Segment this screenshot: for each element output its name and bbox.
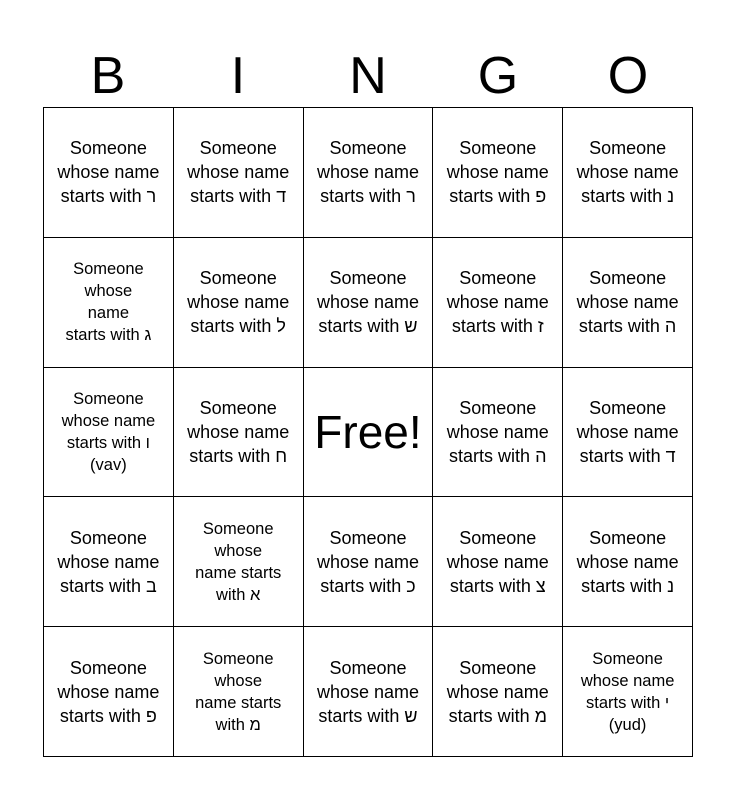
bingo-cell[interactable] <box>433 627 563 757</box>
bingo-cell[interactable] <box>44 367 174 497</box>
bingo-cell[interactable] <box>563 237 693 367</box>
bingo-cell[interactable] <box>173 627 303 757</box>
cell-text: Someone whose name starts with ר <box>316 138 420 207</box>
cell-text: Someone whose name starts with י (yud) <box>580 649 675 734</box>
bingo-cell[interactable] <box>563 627 693 757</box>
free-space-cell[interactable] <box>303 367 433 497</box>
bingo-cell[interactable] <box>44 627 174 757</box>
header-letter-g: G <box>477 47 519 105</box>
cell-text: Someone whose name starts with ה <box>576 268 679 337</box>
board-row-4 <box>44 497 693 627</box>
bingo-board <box>43 107 693 757</box>
bingo-cell[interactable] <box>303 497 433 627</box>
cell-text: Someone whose name starts with מ <box>195 649 282 734</box>
board-row-5 <box>44 627 693 757</box>
header-letter-o: O <box>607 47 649 105</box>
free-space-label: Free! <box>314 405 422 458</box>
cell-text: Someone whose name starts with פ <box>57 657 160 726</box>
bingo-cell[interactable] <box>563 497 693 627</box>
cell-text: Someone whose name starts with כ <box>316 527 420 596</box>
bingo-cell[interactable] <box>44 237 174 367</box>
bingo-cell[interactable] <box>173 497 303 627</box>
board-row-2 <box>44 237 693 367</box>
cell-text: Someone whose name starts with צ <box>446 527 549 596</box>
cell-text: Someone whose name starts with מ <box>446 657 549 726</box>
cell-text: Someone whose name starts with נ <box>576 138 679 207</box>
header-letter-i: I <box>230 47 246 105</box>
bingo-cell[interactable] <box>173 108 303 238</box>
board-row-3 <box>44 367 693 497</box>
cell-text: Someone whose name starts with נ <box>576 527 679 596</box>
bingo-cell[interactable] <box>303 237 433 367</box>
bingo-cell[interactable] <box>563 108 693 238</box>
cell-text: Someone whose name starts with ש <box>316 657 420 726</box>
cell-text: Someone whose name starts with א <box>195 519 282 604</box>
cell-text: Someone whose name starts with ח <box>187 397 290 466</box>
board-row-1 <box>44 108 693 238</box>
cell-text: Someone whose name starts with ג <box>65 260 152 345</box>
bingo-cell[interactable] <box>303 108 433 238</box>
bingo-cell[interactable] <box>433 108 563 238</box>
header-letter-n: N <box>349 47 387 105</box>
cell-text: Someone whose name starts with פ <box>446 138 549 207</box>
cell-text: Someone whose name starts with ד <box>576 397 679 466</box>
bingo-header <box>43 44 693 108</box>
cell-text: Someone whose name starts with ל <box>187 268 290 337</box>
bingo-cell[interactable] <box>173 237 303 367</box>
bingo-cell[interactable] <box>433 367 563 497</box>
cell-text: Someone whose name starts with ד <box>187 138 290 207</box>
cell-text: Someone whose name starts with ז <box>446 268 549 337</box>
bingo-cell[interactable] <box>433 237 563 367</box>
cell-text: Someone whose name starts with ר <box>57 138 160 207</box>
cell-text: Someone whose name starts with ב <box>57 527 160 596</box>
header-letter-b: B <box>90 47 126 105</box>
cell-text: Someone whose name starts with ו (vav) <box>61 389 156 474</box>
bingo-cell[interactable] <box>44 497 174 627</box>
bingo-cell[interactable] <box>173 367 303 497</box>
cell-text: Someone whose name starts with ש <box>316 268 420 337</box>
cell-text: Someone whose name starts with ה <box>446 397 549 466</box>
bingo-cell[interactable] <box>563 367 693 497</box>
bingo-cell[interactable] <box>303 627 433 757</box>
bingo-cell[interactable] <box>433 497 563 627</box>
bingo-cell[interactable] <box>44 108 174 238</box>
